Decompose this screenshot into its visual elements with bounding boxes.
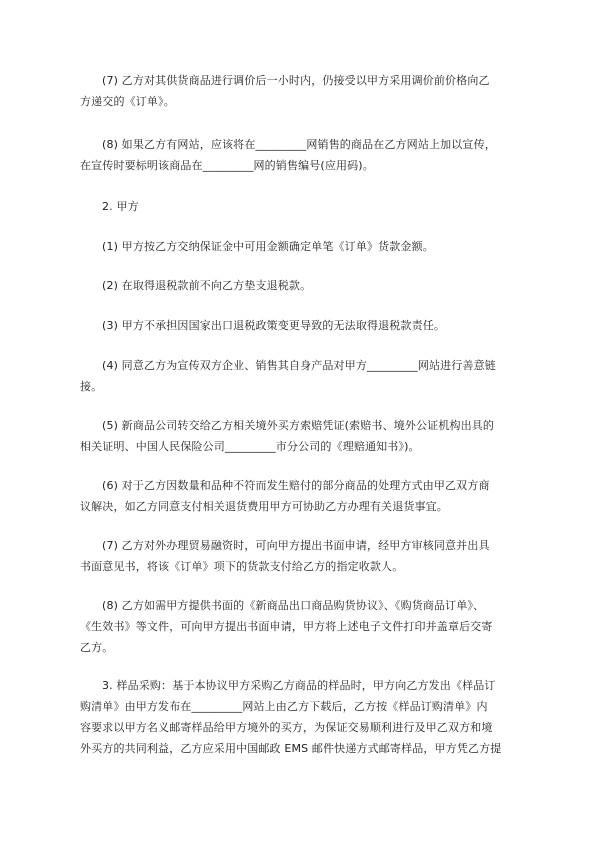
text-line: 外买方的共同利益，乙方应采用中国邮政 EMS 邮件快递方式邮寄样品，甲方凭乙方提 [80, 742, 502, 755]
text-line: (2) 在取得退税款前不向乙方垫支退税款。 [102, 279, 312, 292]
text-line: (5) 新商品公司转交给乙方相关境外买方索赔凭证(索赔书、境外公证机构出具的 [102, 419, 495, 432]
text-line: (6) 对于乙方因数量和品种不符而发生赔付的部分商品的处理方式由甲乙双方商 [102, 479, 490, 492]
text-line: (7) 乙方对其供货商品进行调价后一小时内，仍接受以甲方采用调价前价格向乙 [102, 74, 490, 87]
paragraph-party-a-7 [80, 535, 520, 577]
text-line: 接。 [80, 380, 103, 393]
text-line: 书面意见书，将该《订单》项下的货款支付给乙方的指定收款人。 [80, 560, 404, 573]
paragraph-party-a-8 [80, 595, 520, 658]
text-line: 3. 样品采购：基于本协议甲方采购乙方商品的样品时，甲方向乙方发出《样品订 [102, 679, 496, 692]
text-line: (1) 甲方按乙方交纳保证金中可用金额确定单笔《订单》货款金额。 [102, 240, 434, 253]
paragraph-party-a-3 [80, 315, 520, 336]
section-sample-purchase [80, 675, 520, 759]
text-line: 购清单》由甲方发布在_________网站上由乙方下载后，乙方按《样品订购清单》内 [80, 700, 488, 713]
text-line: (7) 乙方对外办理贸易融资时，可向甲方提出书面申请，经甲方审核同意并出具 [102, 539, 490, 552]
text-line: 方递交的《订单》。 [80, 95, 175, 108]
text-line: 2. 甲方 [102, 200, 139, 213]
text-line: 乙方。 [80, 641, 114, 654]
text-line: (4) 同意乙方为宣传双方企业、销售其自身产品对甲方_________网站进行善意链 [102, 359, 496, 372]
paragraph-party-a-1 [80, 236, 520, 257]
text-line: 议解决，如乙方同意支付相关退货费用甲方可协助乙方办理有关退货事宜。 [80, 500, 448, 513]
paragraph-party-a-6 [80, 475, 520, 517]
text-line: (8) 如果乙方有网站，应该将在_________网销售的商品在乙方网站上加以宣传， [102, 138, 496, 151]
paragraph-party-a-2 [80, 275, 520, 296]
paragraph-party-a-4 [80, 355, 520, 397]
paragraph-party-a-5 [80, 415, 520, 457]
text-line: (3) 甲方不承担因国家出口退税政策变更导致的无法取得退税款责任。 [102, 319, 446, 332]
text-line: 相关证明、中国人民保险公司_________市分公司的《理赔通知书》)。 [80, 440, 420, 453]
paragraph-supplier-8 [80, 134, 520, 176]
section-heading-party-a [80, 196, 520, 217]
text-line: (8) 乙方如需甲方提供书面的《新商品出口商品购货协议》、《购货商品订单》、 [102, 599, 485, 612]
text-line: 容要求以甲方名义邮寄样品给甲方境外的买方，为保证交易顺利进行及甲乙双方和境 [80, 721, 493, 734]
paragraph-supplier-7 [80, 70, 520, 112]
text-line: 《生效书》等文件，可向甲方提出书面申请，甲方将上述电子文件打印并盖章后交寄 [80, 620, 493, 633]
text-line: 在宣传时要标明该商品在_________网的销售编号(应用码)。 [80, 159, 374, 172]
